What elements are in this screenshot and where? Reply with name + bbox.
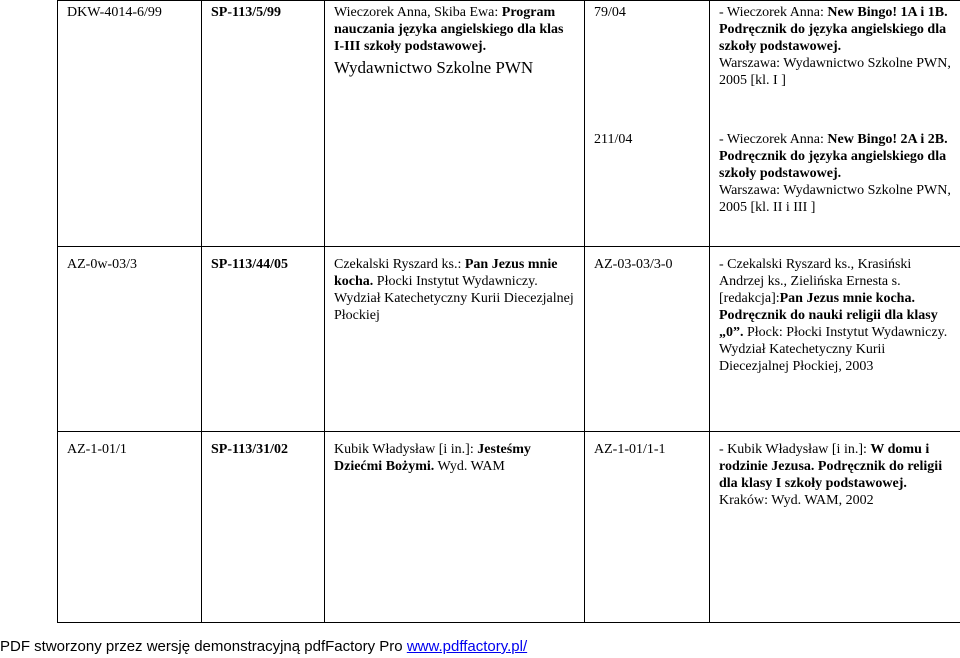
book-author: - Kubik Władysław [i in.]: <box>719 442 871 457</box>
program-publisher: Płocki Instytut Wydawniczy. Wydział Katechetyczny Kurii Diecezjalnej Płockiej <box>334 274 574 323</box>
book-publisher: Warszawa: Wydawnictwo Szkolne PWN, 2005 [kl. I ] <box>719 56 951 88</box>
footer-text: PDF stworzony przez wersję demonstracyjną pdfFactory Pro <box>0 638 407 655</box>
book-number: AZ-03-03/3-0 <box>594 257 673 272</box>
book-cell <box>710 247 960 432</box>
program-publisher: Wyd. WAM <box>434 459 505 474</box>
approval-code: DKW-4014-6/99 <box>67 5 162 20</box>
book-publisher: Warszawa: Wydawnictwo Szkolne PWN, 2005 [kl. II i III ] <box>719 183 951 215</box>
book-author: - Czekalski Ryszard ks., Krasiński Andrzej ks., Zielińska Ernesta s. [redakcja]: <box>719 257 912 306</box>
book-number-cell <box>585 119 710 247</box>
book-title: W domu i rodzinie Jezusa. Podręcznik do religii dla klasy I szkoły podstawowej. <box>719 442 943 491</box>
approval-code-cell <box>58 1 202 247</box>
program-cell <box>325 432 585 623</box>
sp-number: SP-113/31/02 <box>211 442 289 457</box>
table-row <box>58 1 960 120</box>
book-cell <box>710 432 960 623</box>
approval-code: AZ-1-01/1 <box>67 442 127 457</box>
book-title: New Bingo! 2A i 2B. Podręcznik do języka angielskiego dla szkoły podstawowej. <box>719 132 948 181</box>
approval-code-cell <box>58 247 202 432</box>
program-title: Jesteśmy Dziećmi Bożymi. <box>334 442 531 474</box>
book-number-cell <box>585 247 710 432</box>
sp-number-cell <box>202 1 325 247</box>
program-authors: Kubik Władysław [i in.]: <box>334 442 478 457</box>
book-cell <box>710 119 960 247</box>
program-authors: Czekalski Ryszard ks.: <box>334 257 465 272</box>
table-row <box>58 247 960 432</box>
book-number-cell <box>585 432 710 623</box>
sp-number: SP-113/44/05 <box>211 257 289 272</box>
program-cell <box>325 1 585 247</box>
book-title: New Bingo! 1A i 1B. Podręcznik do języka angielskiego dla szkoły podstawowej. <box>719 5 948 54</box>
book-title: Pan Jezus mnie kocha. Podręcznik do nauki religii dla klasy „0”. <box>719 291 938 340</box>
pdf-footer <box>0 636 960 658</box>
program-authors: Wieczorek Anna, Skiba Ewa: <box>334 5 502 20</box>
curriculum-table <box>57 0 960 623</box>
book-number: 211/04 <box>594 132 633 147</box>
book-publisher: Kraków: Wyd. WAM, 2002 <box>719 493 874 508</box>
table-row <box>58 432 960 623</box>
program-publisher: Wydawnictwo Szkolne PWN <box>334 58 534 77</box>
sp-number: SP-113/5/99 <box>211 5 282 20</box>
sp-number-cell <box>202 247 325 432</box>
book-number-cell <box>585 1 710 120</box>
book-cell <box>710 1 960 120</box>
book-number: AZ-1-01/1-1 <box>594 442 666 457</box>
document-table <box>57 0 960 623</box>
sp-number-cell <box>202 432 325 623</box>
book-author: - Wieczorek Anna: <box>719 132 828 147</box>
approval-code: AZ-0w-03/3 <box>67 257 137 272</box>
approval-code-cell <box>58 432 202 623</box>
book-number: 79/04 <box>594 5 626 20</box>
book-publisher: Płock: Płocki Instytut Wydawniczy. Wydział Katechetyczny Kurii Diecezjalnej Płockiej, 2003 <box>719 325 948 374</box>
book-author: - Wieczorek Anna: <box>719 5 828 20</box>
program-cell <box>325 247 585 432</box>
program-title: Program nauczania języka angielskiego dla klas I-III szkoły podstawowej. <box>334 5 564 54</box>
program-title: Pan Jezus mnie kocha. <box>334 257 558 289</box>
footer-link[interactable]: www.pdffactory.pl/ <box>406 638 528 655</box>
